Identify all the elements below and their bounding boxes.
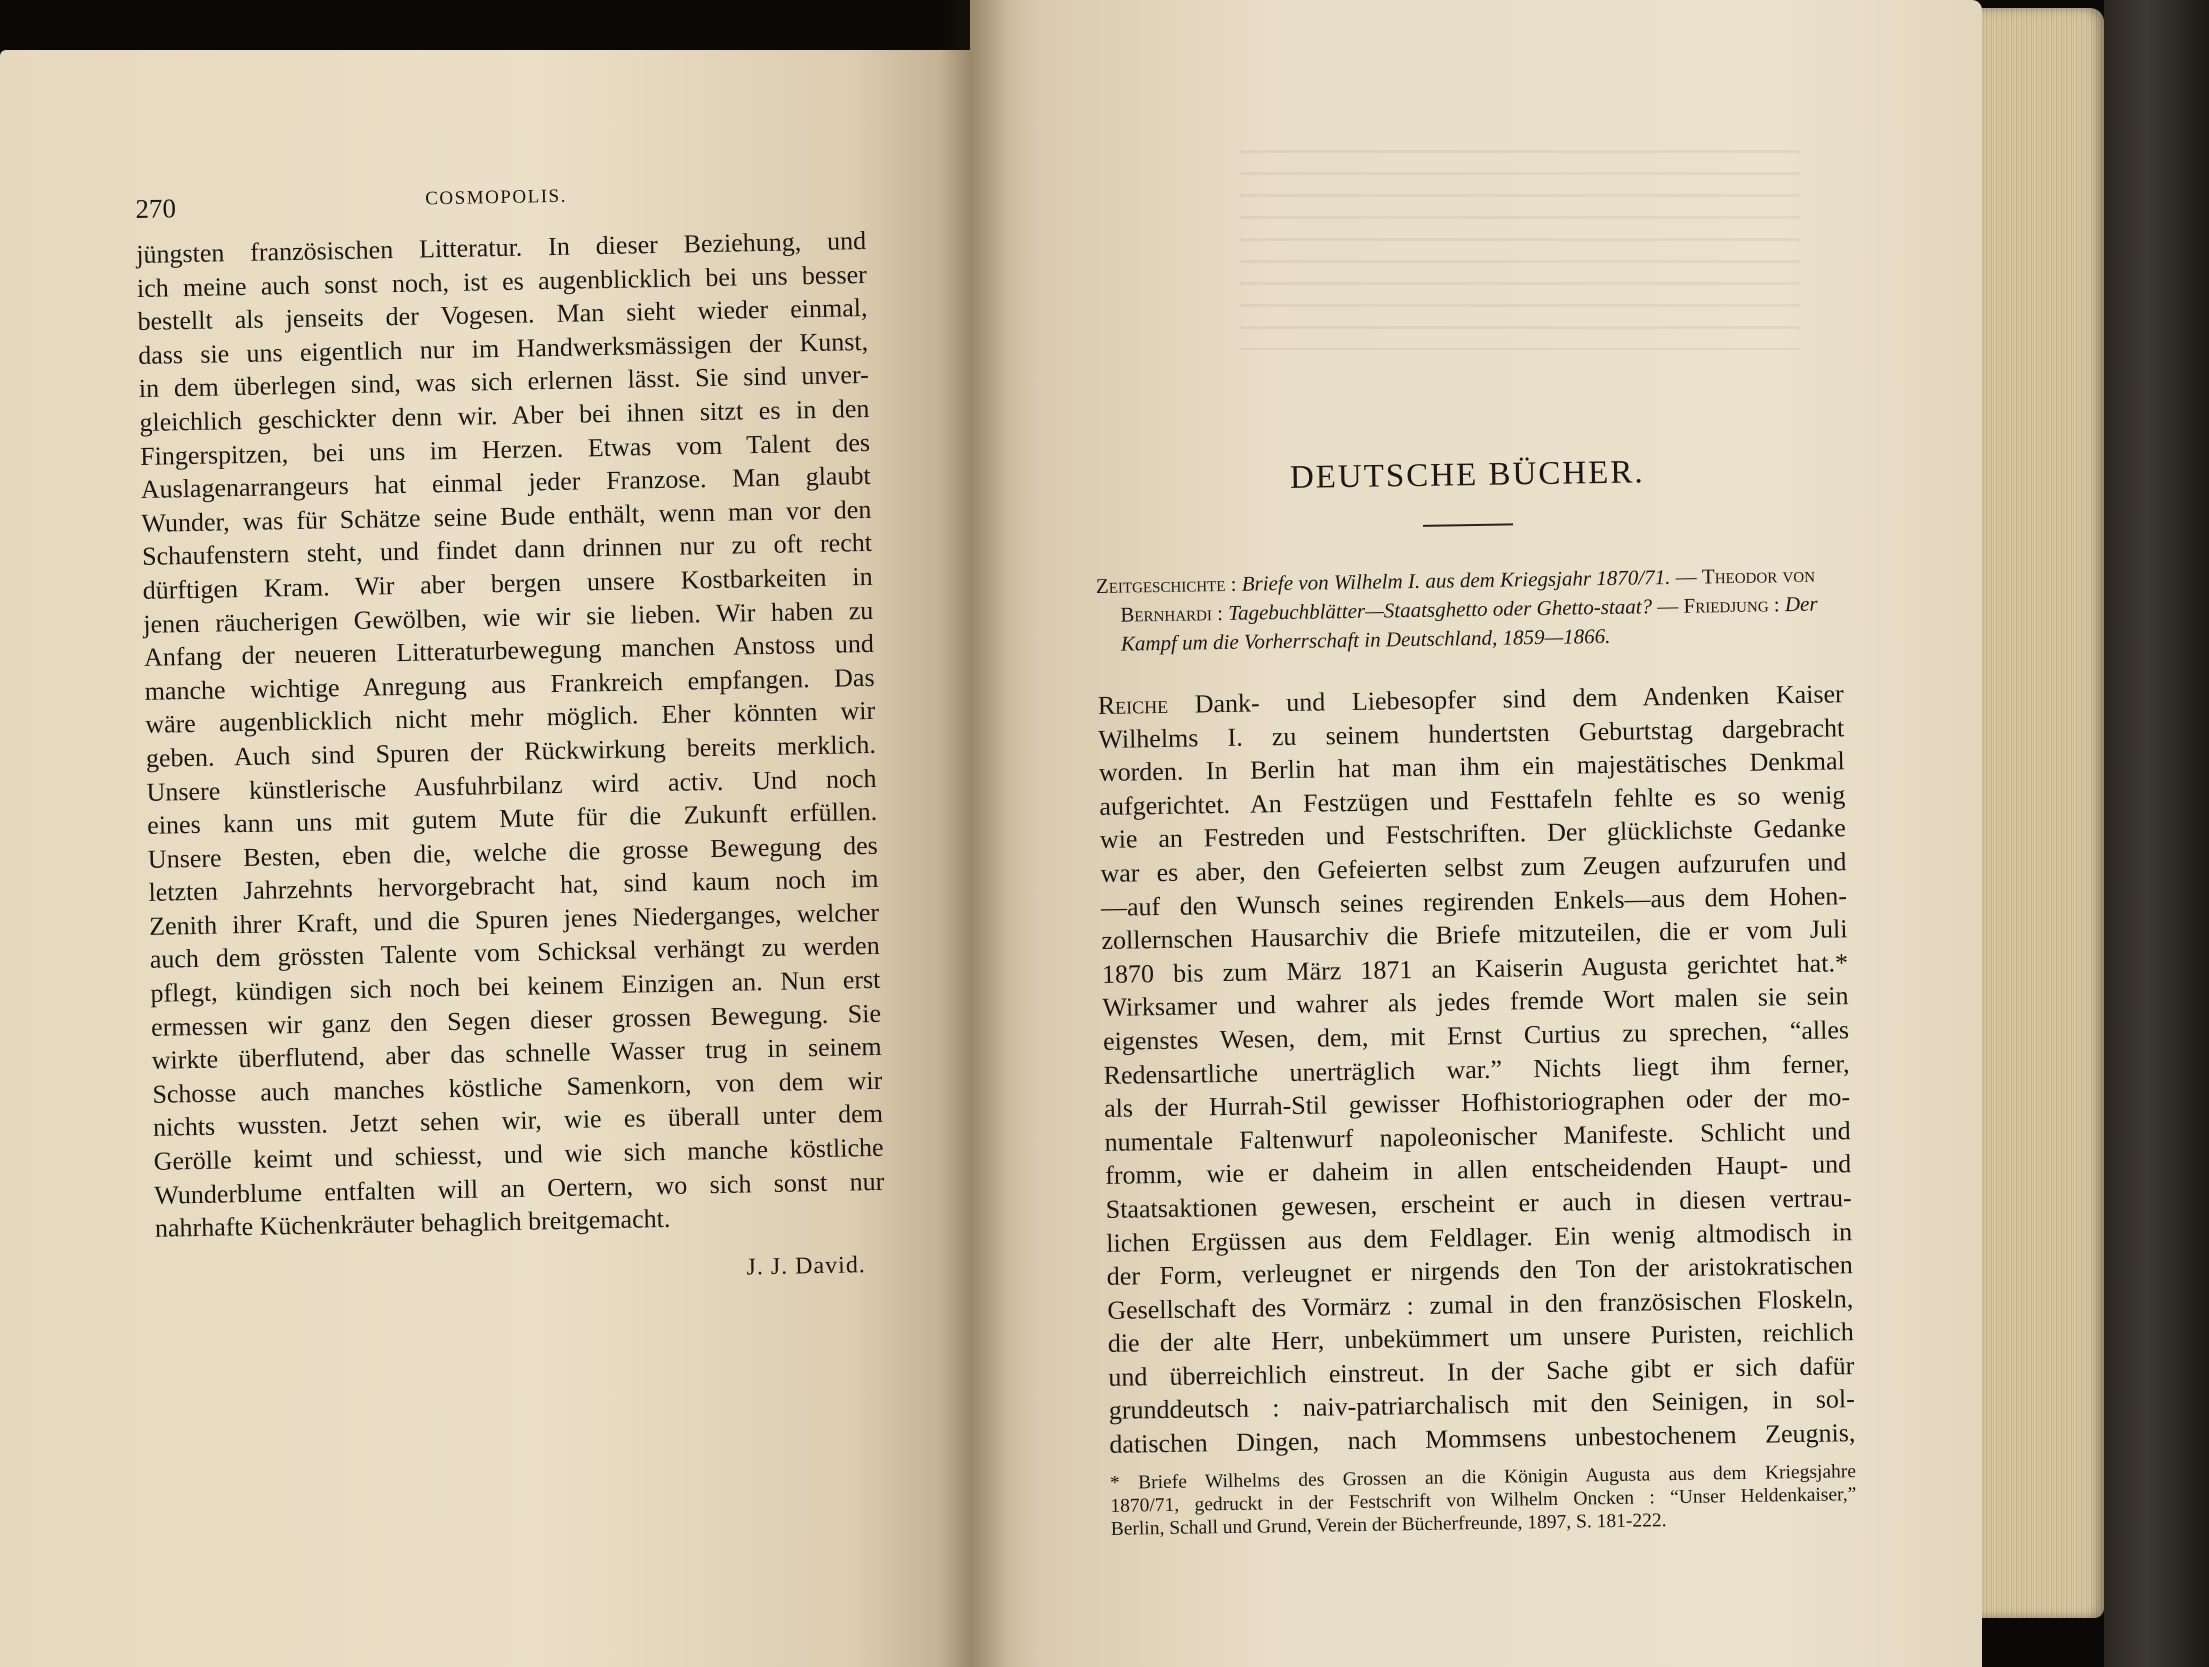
text-line: Wunderblume entfalten will an Oertern, wo sich sonst nur — [154, 1166, 885, 1210]
text-line: ermessen wir ganz den Segen dieser grossen Bewegung. Sie — [150, 998, 882, 1042]
source-separator: — — [1670, 564, 1697, 589]
text-line-rest: Dank- und Liebesopfer sind dem Andenken Kaiser — [1167, 679, 1844, 719]
text-line: auch dem grössten Talente vom Schicksal verhängt zu werden — [149, 931, 880, 975]
text-line: Wunder, was für Schätze seine Bude enthält, wenn man vor den — [141, 494, 872, 538]
text-line: Auslagenarrangeurs hat einmal jeder Franzose. Man glaubt — [140, 461, 871, 505]
text-line: nahrhafte Küchenkräuter behaglich breitgemacht. — [154, 1204, 671, 1244]
footnote — [1110, 1460, 1857, 1541]
text-line: Gerölle keimt und schiesst, und wie sich manche köstliche — [153, 1132, 884, 1176]
text-line: aufgerichtet. An Festzügen und Festtafeln fehlte es so wenig — [1099, 780, 1846, 821]
source-separator: — — [1651, 593, 1679, 619]
author-signature: J. J. David. — [746, 1251, 867, 1281]
title-rule — [1423, 523, 1513, 526]
text-line: datischen Dingen, nach Mommsens unbestochenem Zeugnis, — [1109, 1418, 1856, 1459]
text-line: 1870 bis zum März 1871 an Kaiserin Augusta gerichtet hat.* — [1101, 947, 1849, 989]
right-page-content — [1094, 451, 1857, 1540]
left-body-text — [136, 224, 885, 1246]
text-line: war es aber, den Gefeierten selbst zum Zeugen aufzurufen und — [1100, 847, 1847, 888]
text-line: Gesellschaft des Vormärz : zumal in den französischen Floskeln, — [1107, 1283, 1854, 1325]
text-line: Redensartliche unerträglich war.” Nichts liegt ihm ferner, — [1103, 1048, 1850, 1090]
text-line: jenen räucherigen Gewölben, wie wir sie lieben. Wir haben zu — [143, 595, 874, 639]
text-line: wäre augenblicklich nicht mehr möglich. Eher könnten wir — [145, 696, 876, 740]
left-page-content — [135, 174, 886, 1306]
text-line: worden. In Berlin hat man ihm ein majestätisches Denkmal — [1098, 746, 1846, 788]
text-line: Wirksamer und wahrer als jedes fremde Wort malen sie sein — [1102, 981, 1849, 1023]
text-line: pflegt, kündigen sich noch bei keinem Einzigen an. Nun erst — [150, 964, 881, 1008]
text-line: bestellt als jenseits der Vogesen. Man sieht wieder einmal, — [137, 293, 868, 337]
text-line: fromm, wie er daheim in allen entscheidenden Haupt- und — [1104, 1149, 1852, 1191]
text-line: nichts wussten. Jetzt sehen wir, wie es überall unter dem — [152, 1099, 884, 1143]
text-line: jüngsten französischen Litteratur. In dieser Beziehung, und — [135, 225, 867, 269]
text-line: in dem überlegen sind, was sich erlernen lässt. Sie sind unver- — [138, 360, 870, 404]
text-line: Staatsaktionen gewesen, erscheint er auch in diesen vertrau- — [1105, 1183, 1852, 1224]
text-line: Anfang der neueren Litteraturbewegung manchen Anstoss und — [143, 629, 875, 673]
source-title: Der Kampf um die Vorherrschaft in Deutschland, 1859—1866. — [1120, 591, 1818, 656]
text-line: geben. Auch sind Spuren der Rückwirkung bereits merklich. — [145, 729, 877, 773]
text-line: wirkte überflutend, aber das schnelle Wasser trug in seinem — [151, 1032, 882, 1076]
text-line: die der alte Herr, unbekümmert um unsere Puristen, reichlich — [1107, 1317, 1854, 1359]
opening-word: Reiche — [1097, 689, 1169, 720]
source-title: Tagebuchblätter—Staatsghetto oder Ghetto-staat? — [1228, 594, 1653, 625]
source-author: Friedjung : — [1683, 592, 1780, 618]
text-line: und überreichlich einstreut. In der Sache gibt er sich dafür — [1108, 1351, 1855, 1392]
text-line: Wilhelms I. zu seinem hundertsten Geburtstag dargebracht — [1098, 712, 1845, 754]
text-line: manche wichtige Anregung aus Frankreich empfangen. Das — [144, 662, 875, 706]
text-line: Fingerspitzen, bei uns im Herzen. Etwas vom Talent des — [139, 427, 871, 471]
page-edges — [1982, 8, 2104, 1618]
text-line: dass sie uns eigentlich nur im Handwerksmässigen der Kunst, — [137, 326, 869, 370]
text-line: Unsere Besten, eben die, welche die grosse Bewegung des — [147, 830, 879, 874]
text-line: wie an Festreden und Festschriften. Der glücklichste Gedanke — [1099, 813, 1847, 855]
text-line: eigenstes Wesen, dem, mit Ernst Curtius zu sprechen, “alles — [1102, 1015, 1850, 1056]
text-line: als der Hurrah-Stil gewisser Hofhistoriographen oder der mo- — [1103, 1082, 1851, 1124]
text-line: zollernschen Hausarchiv die Briefe mitzuteilen, die er vom Juli — [1101, 914, 1848, 956]
text-line: der Form, verleugnet er nirgends den Ton der aristokratischen — [1106, 1250, 1853, 1291]
text-line: dürftigen Kram. Wir aber bergen unsere Kostbarkeiten in — [142, 561, 873, 605]
text-line: —auf den Wunsch seines regirenden Enkels—aus dem Hohen- — [1100, 880, 1848, 922]
text-line: Schaufenstern steht, und findet dann drinnen nur zu oft recht — [141, 528, 873, 572]
text-line: gleichlich geschickter denn wir. Aber bei ihnen sitzt es in den — [139, 393, 870, 437]
text-line: Zenith ihrer Kraft, und die Spuren jenes Niederganges, welcher — [148, 897, 880, 941]
text-line: numentale Faltenwurf napoleonischer Manifeste. Schlicht und — [1104, 1115, 1851, 1157]
source-author: Theodor von Bernhardi : — [1120, 562, 1816, 627]
text-line: eines kann uns mit gutem Mute für die Zukunft erfüllen. — [146, 796, 878, 840]
right-body-text — [1098, 677, 1856, 1461]
source-title: Briefe von Wilhelm I. aus dem Kriegsjahr 1870/71. — [1241, 564, 1671, 596]
source-category: Zeitgeschichte : — [1095, 571, 1237, 598]
text-line: grunddeutsch : naiv-patriarchalisch mit den Seinigen, in sol- — [1108, 1384, 1856, 1426]
footnote-line: * Briefe Wilhelms des Grossen an die Königin Augusta aus dem Kriegsjahre — [1109, 1460, 1857, 1494]
text-line: Unsere künstlerische Ausfuhrbilanz wird activ. Und noch — [146, 763, 877, 807]
book-cover-edge — [2104, 0, 2209, 1667]
text-line: letzten Jahrzehnts hervorgebracht hat, sind kaum noch im — [148, 864, 879, 908]
show-through-text — [1240, 150, 1800, 350]
text-line: lichen Ergüssen aus dem Feldlager. Ein wenig altmodisch in — [1106, 1216, 1853, 1258]
running-title: COSMOPOLIS. — [425, 185, 568, 210]
section-title: DEUTSCHE BÜCHER. — [1289, 454, 1645, 496]
footnote-line: 1870/71, gedruckt in der Festschrift von Wilhelm Oncken : “Unser Heldenkaiser,” — [1110, 1483, 1857, 1517]
text-line: Schosse auch manches köstliche Samenkorn, von dem wir — [152, 1065, 883, 1109]
page-number: 270 — [135, 193, 177, 224]
text-line: ich meine auch sonst noch, ist es augenblicklich bei uns besser — [136, 259, 868, 303]
reviewed-sources — [1096, 560, 1843, 659]
footnote-line: Berlin, Schall und Grund, Verein der Bücherfreunde, 1897, S. 181-222. — [1110, 1509, 1667, 1540]
